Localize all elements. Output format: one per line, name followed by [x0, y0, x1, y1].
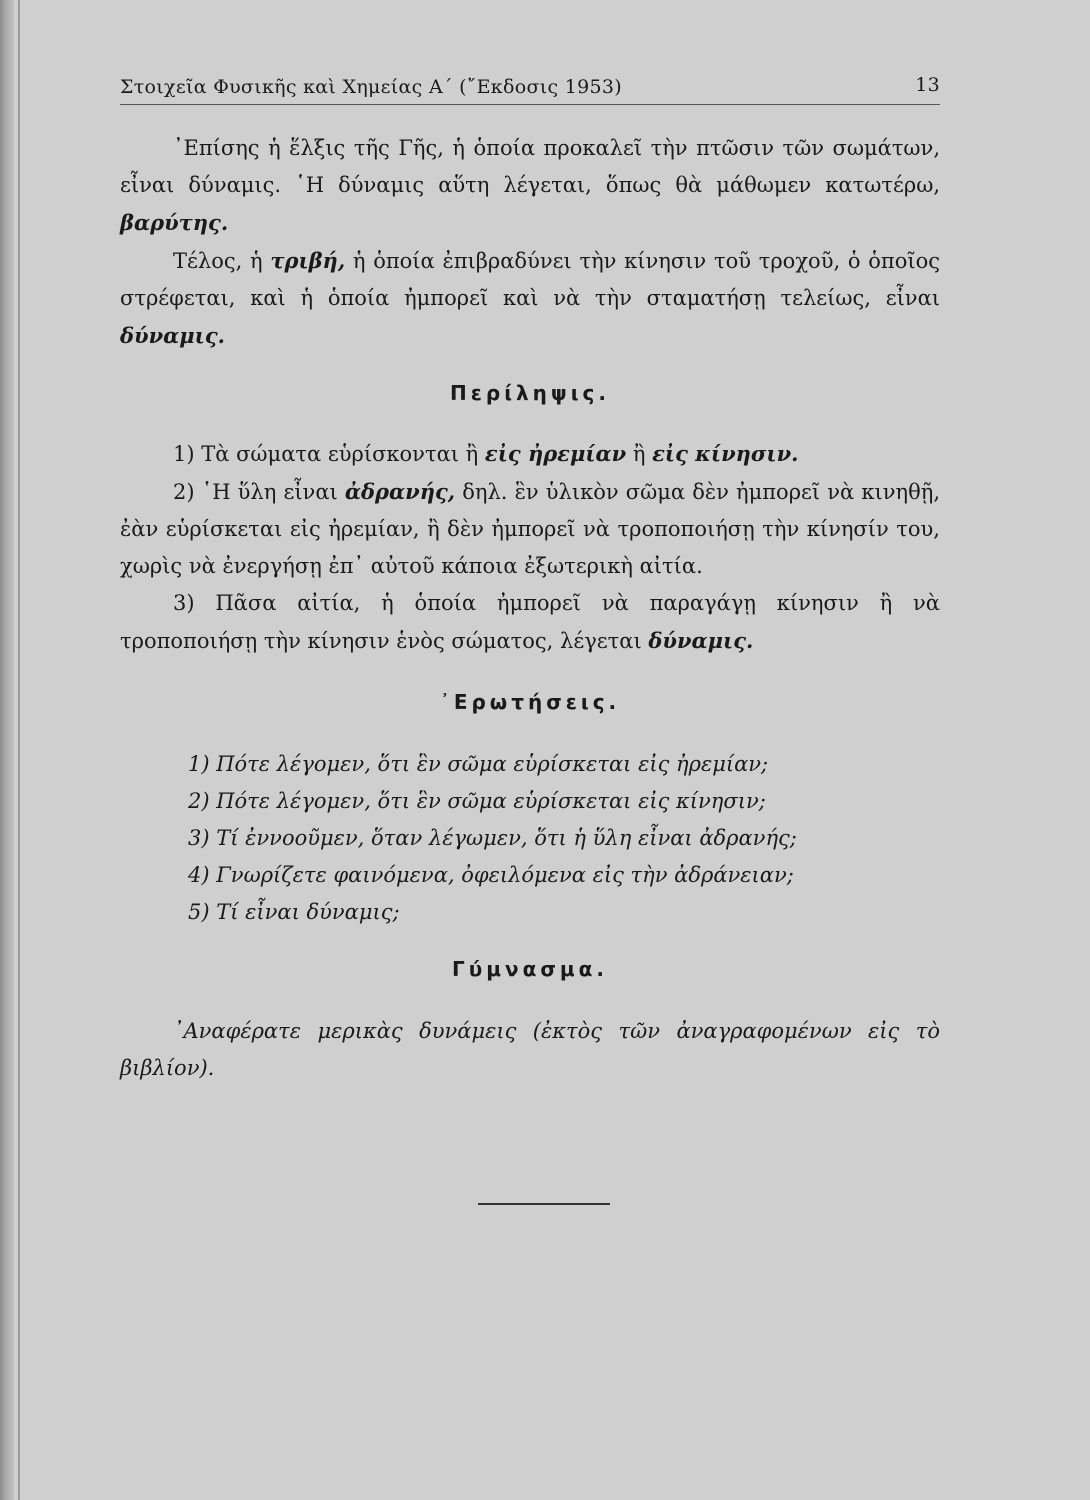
summary-heading: Περίληψις. [450, 381, 610, 405]
summary-text: δηλ. ἓν ὑλικὸν σῶμα δὲν ἠμπορεῖ νὰ κινηθῇ, ἐὰν εὑρίσκεται εἰς ἠρεμίαν, ἢ δὲν ἠμπορεῖ νὰ τροποποιήσῃ τὴν κίνησίν του, χωρὶς νὰ ἐνεργήσῃ ἐπ᾿ αὐτοῦ κάποια ἐξωτερικὴ αἰτία. [120, 480, 940, 578]
end-rule [478, 1203, 610, 1205]
question-item: 2) Πότε λέγομεν, ὅτι ἓν σῶμα εὑρίσκεται εἰς κίνησιν; [188, 789, 766, 813]
paragraph-text: Τέλος, ἡ [173, 249, 271, 273]
running-header [120, 60, 940, 104]
term-rest: εἰς ἠρεμίαν [484, 441, 627, 466]
term-force: δύναμις. [120, 323, 225, 348]
summary-item-1 [120, 435, 940, 473]
paragraph-gravity [120, 130, 940, 242]
question-item: 3) Τί ἐννοοῦμεν, ὅταν λέγωμεν, ὅτι ἡ ὕλη εἶναι ἀδρανής; [188, 826, 797, 850]
paragraph-text: ἡ ὁποία ἐπιβραδύνει τὴν κίνησιν τοῦ τροχοῦ, ὁ ὁποῖος στρέφεται, καὶ ἡ ὁποία ἠμπορεῖ καὶ νὰ τὴν σταματήσῃ τελείως, εἶναι [120, 249, 940, 310]
paragraph-friction [120, 242, 940, 355]
exercise-heading: Γύμνασμα. [452, 957, 608, 981]
page-number: 13 [915, 74, 940, 96]
book-page [120, 60, 940, 1087]
summary-text: 3) Πᾶσα αἰτία, ἡ ὁποία ἠμπορεῖ νὰ παραγάγῃ κίνησιν ἢ νὰ τροποποιήσῃ τὴν κίνησιν ἑνὸς σώματος, λέγεται [120, 591, 940, 653]
summary-item-2 [120, 473, 940, 585]
scan-edge-shadow [0, 0, 14, 1500]
question-item: 1) Πότε λέγομεν, ὅτι ἓν σῶμα εὑρίσκεται εἰς ἠρεμίαν; [188, 752, 769, 776]
term-motion: εἰς κίνησιν. [652, 441, 799, 466]
summary-text: 1) Τὰ σώματα εὑρίσκονται ἢ [173, 442, 485, 466]
questions-list [120, 746, 940, 931]
exercise-text: ᾿Αναφέρατε μερικὰς δυνάμεις (ἐκτὸς τῶν ἀναγραφομένων εἰς τὸ βιβλίον). [120, 1019, 940, 1080]
summary-text: 2) ῾Η ὕλη εἶναι [173, 480, 345, 504]
term-inertia: ἀδρανής, [344, 479, 456, 504]
question-item: 5) Τί εἶναι δύναμις; [188, 900, 400, 924]
scan-edge-line [18, 0, 20, 1500]
exercise-block [120, 1013, 940, 1087]
question-item: 4) Γνωρίζετε φαινόμενα, ὀφειλόμενα εἰς τὴν ἀδράνειαν; [188, 863, 794, 887]
term-gravity: βαρύτης. [120, 210, 229, 235]
questions-heading: ᾿Ερωτήσεις. [439, 690, 621, 714]
summary-item-3 [120, 585, 940, 660]
term-force: δύναμις. [648, 628, 754, 653]
summary-text: ἢ [626, 442, 653, 466]
term-friction: τριβή, [270, 248, 346, 273]
running-header-title: Στοιχεῖα Φυσικῆς καὶ Χημείας Α΄ (῎Εκδοσις 1953) [120, 76, 623, 98]
paragraph-text: ᾿Επίσης ἡ ἕλξις τῆς Γῆς, ἡ ὁποία προκαλεῖ τὴν πτῶσιν τῶν σωμάτων, εἶναι δύναμις. ῾Η δύναμις αὕτη λέγεται, ὅπως θὰ μάθωμεν κατωτέρω, [120, 136, 940, 197]
